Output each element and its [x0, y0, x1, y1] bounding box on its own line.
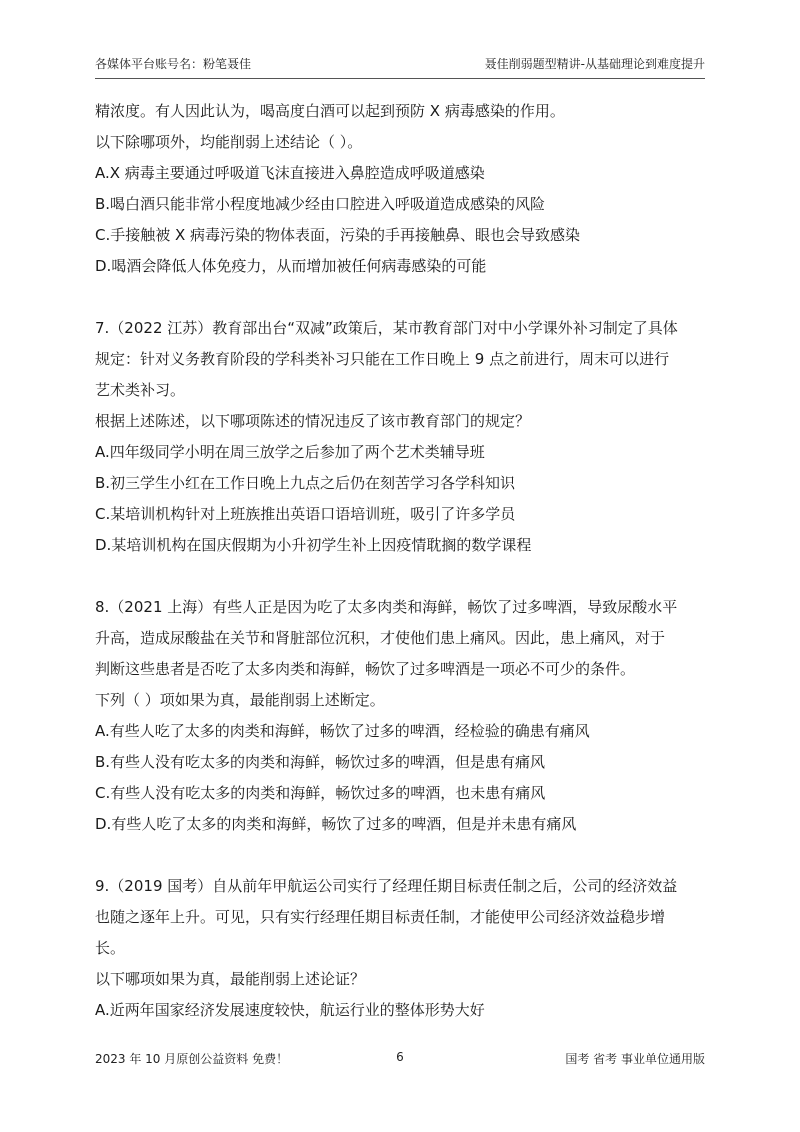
question-text-line: 精浓度。有人因此认为，喝高度白酒可以起到预防 X 病毒感染的作用。 [95, 102, 565, 120]
page-footer [95, 1050, 705, 1072]
question-text-line: 艺术类补习。 [95, 381, 186, 399]
option-b: B.有些人没有吃太多的肉类和海鲜，畅饮过多的啤酒，但是患有痛风 [95, 753, 546, 771]
question-8 [95, 592, 705, 840]
header-divider [95, 78, 705, 79]
page-header [95, 55, 705, 77]
question-prompt: 以下除哪项外，均能削弱上述结论（ ）。 [95, 133, 363, 151]
header-document-title: 聂佳削弱题型精讲-从基础理论到难度提升 [484, 57, 705, 71]
question-text-line: 也随之逐年上升。可见，只有实行经理任期目标责任制，才能使甲公司经济效益稳步增 [95, 908, 666, 926]
option-a: A.近两年国家经济发展速度较快，航运行业的整体形势大好 [95, 1001, 485, 1019]
option-b: B.初三学生小红在工作日晚上九点之后仍在刻苦学习各学科知识 [95, 474, 516, 492]
option-a: A.X 病毒主要通过呼吸道飞沫直接进入鼻腔造成呼吸道感染 [95, 164, 485, 182]
question-9 [95, 871, 705, 1026]
option-c: C.某培训机构针对上班族推出英语口语培训班，吸引了许多学员 [95, 505, 516, 523]
question-text-line: 长。 [95, 939, 126, 957]
option-b: B.喝白酒只能非常小程度地减少经由口腔进入呼吸道造成感染的风险 [95, 195, 546, 213]
question-text-line: 判断这些患者是否吃了太多肉类和海鲜，畅饮了过多啤酒是一项必不可少的条件。 [95, 660, 636, 678]
footer-note: 2023 年 10 月原创公益资料 免费！ [95, 1052, 289, 1066]
option-c: C.手接触被 X 病毒污染的物体表面，污染的手再接触鼻、眼也会导致感染 [95, 226, 581, 244]
question-text-line: 升高，造成尿酸盐在关节和肾脏部位沉积，才使他们患上痛风。因此，患上痛风，对于 [95, 629, 666, 647]
spacer [95, 282, 705, 313]
question-prompt: 以下哪项如果为真，最能削弱上述论证？ [95, 970, 366, 988]
page-number: 6 [396, 1050, 404, 1064]
spacer [95, 840, 705, 871]
question-7 [95, 313, 705, 561]
option-c: C.有些人没有吃太多的肉类和海鲜，畅饮过多的啤酒，也未患有痛风 [95, 784, 546, 802]
option-d: D.喝酒会降低人体免疫力，从而增加被任何病毒感染的可能 [95, 257, 487, 275]
question-prompt: 根据上述陈述，以下哪项陈述的情况违反了该市教育部门的规定？ [95, 412, 531, 430]
question-text-line: 8.（2021 上海）有些人正是因为吃了太多肉类和海鲜，畅饮了过多啤酒，导致尿酸水平 [95, 598, 678, 616]
question-text-line: 9.（2019 国考）自从前年甲航运公司实行了经理任期目标责任制之后，公司的经济效益 [95, 877, 678, 895]
option-d: D.某培训机构在国庆假期为小升初学生补上因疫情耽搁的数学课程 [95, 536, 532, 554]
question-text-line: 规定：针对义务教育阶段的学科类补习只能在工作日晚上 9 点之前进行，周末可以进行 [95, 350, 670, 368]
question-6-continuation [95, 96, 705, 282]
page-content [95, 96, 705, 1026]
option-d: D.有些人吃了太多的肉类和海鲜，畅饮了过多的啤酒，但是并未患有痛风 [95, 815, 577, 833]
question-text-line: 7.（2022 江苏）教育部出台“双减”政策后，某市教育部门对中小学课外补习制定了具体 [95, 319, 678, 337]
question-prompt: 下列（ ）项如果为真，最能削弱上述断定。 [95, 691, 385, 709]
spacer [95, 561, 705, 592]
option-a: A.四年级同学小明在周三放学之后参加了两个艺术类辅导班 [95, 443, 485, 461]
option-a: A.有些人吃了太多的肉类和海鲜，畅饮了过多的啤酒，经检验的确患有痛风 [95, 722, 590, 740]
footer-edition: 国考 省考 事业单位通用版 [565, 1052, 705, 1066]
header-account-name: 各媒体平台账号名：粉笔聂佳 [95, 57, 252, 71]
